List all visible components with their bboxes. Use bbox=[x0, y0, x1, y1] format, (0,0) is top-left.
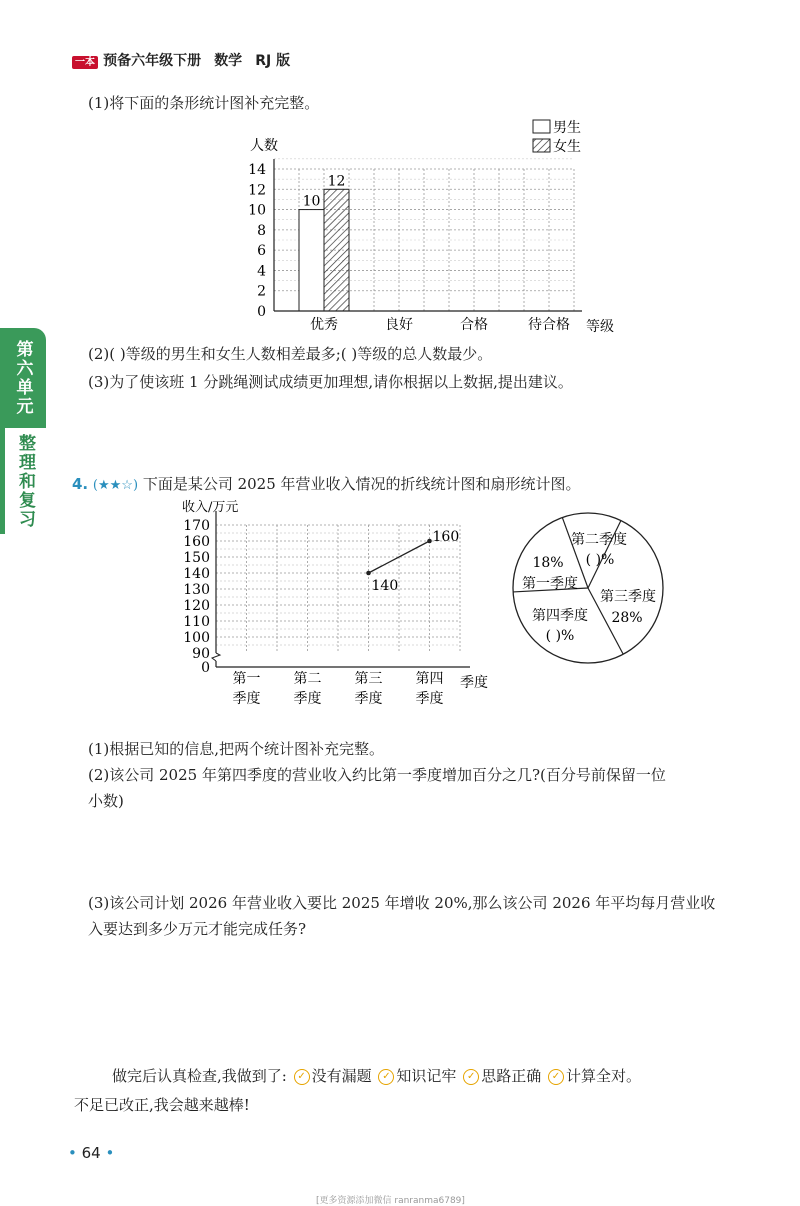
slice-label: 第四季度 bbox=[532, 608, 588, 624]
y-tick-label: 140 bbox=[183, 566, 210, 582]
check-item: 计算全对。 bbox=[566, 1067, 642, 1085]
x-tick-label: 待合格 bbox=[528, 317, 570, 333]
slice-label: 第三季度 bbox=[600, 589, 656, 605]
page-number: 64 bbox=[81, 1144, 101, 1162]
line-marks bbox=[366, 529, 459, 594]
self-check-line2: 不足已改正,我会越来越棒! bbox=[74, 1096, 250, 1114]
data-label: 140 bbox=[371, 578, 399, 594]
y-tick-label: 4 bbox=[257, 263, 266, 280]
check-circle-icon[interactable]: ✓ bbox=[378, 1069, 394, 1085]
y-tick-label: 0 bbox=[201, 660, 210, 676]
book-title: 预备六年级下册 bbox=[103, 53, 202, 69]
slice-label: 第二季度 bbox=[571, 532, 627, 548]
y-axis-label: 人数 bbox=[250, 138, 278, 154]
x-tick-label: 第一 bbox=[232, 671, 261, 687]
x-tick-label: 第四 bbox=[415, 671, 444, 687]
legend-label: 女生 bbox=[553, 139, 581, 155]
q3-part2: (2)( )等级的男生和女生人数相差最多;( )等级的总人数最少。 bbox=[88, 345, 493, 363]
check-item: 没有漏题 bbox=[311, 1067, 372, 1085]
y-tick-label: 14 bbox=[248, 162, 266, 178]
q3-part3: (3)为了使该班 1 分跳绳测试成绩更加理想,请你根据以上数据,提出建议。 bbox=[88, 373, 573, 391]
slice-value: 18% bbox=[532, 555, 564, 571]
y-axis-label: 收入/万元 bbox=[182, 500, 239, 515]
y-tick-label: 90 bbox=[192, 646, 210, 662]
pie-chart bbox=[508, 508, 668, 668]
line-chart bbox=[170, 495, 500, 715]
y-tick-label: 10 bbox=[248, 202, 266, 219]
data-label: 160 bbox=[432, 529, 460, 545]
data-label: 12 bbox=[327, 173, 346, 190]
self-check-line1 bbox=[112, 1065, 641, 1086]
q4-part2-line2: 小数) bbox=[88, 792, 124, 810]
data-label: 10 bbox=[302, 193, 321, 210]
y-tick-label: 110 bbox=[183, 614, 210, 630]
page-number-block bbox=[68, 1144, 114, 1162]
check-item: 知识记牢 bbox=[396, 1067, 457, 1085]
check-item: 思路正确 bbox=[481, 1067, 542, 1085]
pie-marks bbox=[513, 518, 656, 655]
y-tick-label: 12 bbox=[248, 182, 266, 199]
q4-part1: (1)根据已知的信息,把两个统计图补充完整。 bbox=[88, 740, 385, 758]
y-tick-label: 130 bbox=[183, 582, 210, 598]
bar-marks bbox=[299, 173, 349, 311]
dot-icon: • bbox=[68, 1144, 77, 1162]
x-tick-label: 季度 bbox=[354, 691, 383, 707]
bar-chart bbox=[230, 112, 620, 340]
y-tick-label: 100 bbox=[183, 630, 210, 646]
legend-swatch bbox=[533, 120, 550, 133]
bar bbox=[299, 210, 324, 311]
x-tick-label: 季度 bbox=[415, 691, 444, 707]
edition-label: RJ 版 bbox=[255, 53, 291, 69]
legend-label: 男生 bbox=[553, 120, 581, 136]
x-tick-label: 第二 bbox=[293, 671, 322, 687]
q4-stem-line bbox=[72, 473, 581, 494]
y-tick-label: 170 bbox=[183, 518, 210, 534]
x-tick-label: 良好 bbox=[385, 317, 413, 333]
x-tick-label: 合格 bbox=[460, 317, 488, 333]
slice-label: 第一季度 bbox=[522, 576, 578, 592]
slice-value: 28% bbox=[611, 610, 643, 626]
y-tick-label: 150 bbox=[183, 550, 210, 566]
self-check-prefix: 做完后认真检查,我做到了: bbox=[112, 1067, 287, 1085]
q4-part2-line1: (2)该公司 2025 年第四季度的营业收入约比第一季度增加百分之几?(百分号前保留一位 bbox=[88, 766, 666, 784]
slice-value: ( )% bbox=[585, 552, 615, 568]
y-tick-label: 0 bbox=[257, 304, 266, 320]
x-tick-label: 季度 bbox=[232, 691, 261, 707]
axis-break-mark bbox=[212, 653, 220, 661]
y-tick-label: 160 bbox=[183, 534, 210, 550]
legend-swatch bbox=[533, 139, 550, 152]
unit-tab: 第六单元 bbox=[0, 328, 46, 428]
data-point bbox=[427, 539, 432, 544]
y-tick-label: 6 bbox=[257, 243, 266, 260]
brand-logo: 一本 bbox=[72, 56, 98, 69]
dot-icon: • bbox=[105, 1144, 115, 1162]
check-circle-icon[interactable]: ✓ bbox=[463, 1069, 479, 1085]
slice-value: ( )% bbox=[545, 628, 575, 644]
y-tick-label: 120 bbox=[183, 598, 210, 614]
x-axis-label: 季度 bbox=[460, 675, 488, 691]
y-tick-label: 2 bbox=[257, 283, 266, 300]
difficulty-stars: (★★☆) bbox=[92, 478, 139, 493]
q4-part3-line2: 入要达到多少万元才能完成任务? bbox=[88, 920, 307, 938]
check-circle-icon[interactable]: ✓ bbox=[548, 1069, 564, 1085]
x-axis-label: 等级 bbox=[586, 319, 614, 335]
q4-part3-line1: (3)该公司计划 2026 年营业收入要比 2025 年增收 20%,那么该公司 2026 年平均每月营业收 bbox=[88, 894, 716, 912]
subject-label: 数学 bbox=[214, 53, 243, 69]
q4-stem: 下面是某公司 2025 年营业收入情况的折线统计图和扇形统计图。 bbox=[142, 475, 581, 493]
check-circle-icon[interactable]: ✓ bbox=[294, 1069, 310, 1085]
q3-part1: (1)将下面的条形统计图补充完整。 bbox=[88, 94, 320, 112]
bar bbox=[324, 189, 349, 311]
x-tick-label: 第三 bbox=[354, 671, 383, 687]
y-tick-label: 8 bbox=[257, 222, 266, 239]
x-tick-label: 季度 bbox=[293, 691, 322, 707]
data-point bbox=[366, 571, 371, 576]
footer-note: [更多资源添加微信 ranranma6789] bbox=[316, 1196, 465, 1206]
q4-number: 4. bbox=[72, 475, 89, 493]
topic-tab: 整理和复习 bbox=[0, 428, 46, 534]
page-header bbox=[72, 50, 290, 70]
x-tick-label: 优秀 bbox=[310, 317, 338, 333]
